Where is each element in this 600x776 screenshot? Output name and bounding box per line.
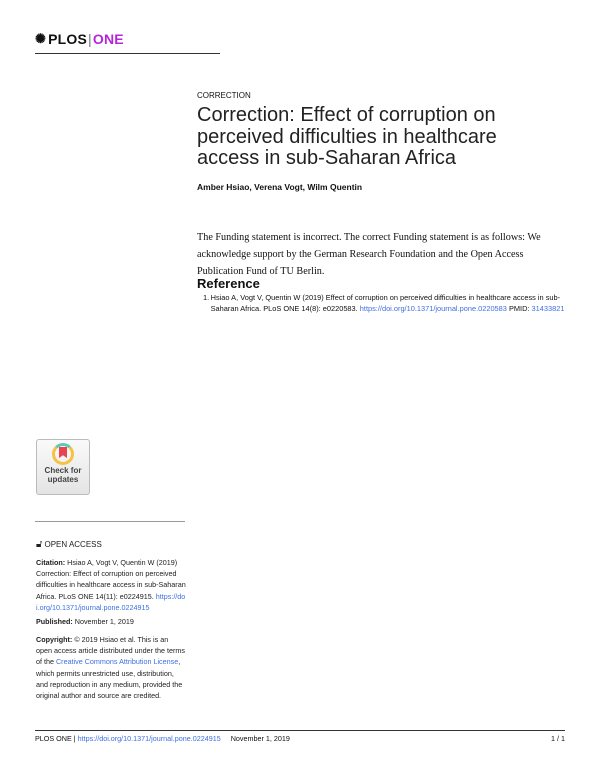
pmid-label: PMID: <box>508 304 530 313</box>
badge-label: Check for updates <box>44 466 82 484</box>
citation-label: Citation: <box>36 558 66 567</box>
footer-doi-link[interactable]: https://doi.org/10.1371/journal.pone.0224915 <box>77 734 221 743</box>
article-title: Correction: Effect of corruption on perceived difficulties in healthcare access in sub-Saharan Africa <box>197 104 497 169</box>
published <box>36 616 186 627</box>
copyright-label: Copyright: <box>36 635 73 644</box>
authors: Amber Hsiao, Verena Vogt, Wilm Quentin <box>197 182 363 192</box>
open-lock-icon: 🔓︎ <box>36 539 43 550</box>
pmid-link[interactable]: 31433821 <box>531 304 565 313</box>
page-number: 1 / 1 <box>551 734 565 743</box>
citation-doi-link[interactable]: https://doi.org/10.1371/journal.pone.0224915 <box>36 591 186 612</box>
plos-one-logo <box>35 31 124 47</box>
sun-icon: ✺ <box>35 31 47 46</box>
logo-one: ONE <box>92 31 124 47</box>
copyright-text: © 2019 Hsiao et al. This is an open access article distributed under the terms of the <box>36 635 186 667</box>
open-access-label: OPEN ACCESS <box>44 540 102 549</box>
footer <box>35 734 565 743</box>
reference-text: Hsiao A, Vogt V, Quentin W (2019) Effect of corruption on perceived difficulties in healthcare access in sub-Saharan Africa. PLoS ONE 14(8): e0220583. <box>210 293 561 313</box>
footer-journal: PLOS ONE | <box>35 734 76 743</box>
check-for-updates-button[interactable] <box>36 439 90 495</box>
license-link[interactable]: Creative Commons Attribution License <box>55 657 179 667</box>
header-rule <box>35 53 220 54</box>
copyright-text-2: , which permits unrestricted use, distribution, and reproduction in any medium, provided the original author and source are credited. <box>36 657 183 701</box>
reference-item <box>203 292 568 314</box>
correction-text: The Funding statement is incorrect. The correct Funding statement is as follows: We acknowledge support by the German Research Foundation and the Open Access Publication Fund of TU Berlin. <box>197 232 541 277</box>
footer-date: November 1, 2019 <box>230 734 290 743</box>
footer-rule <box>35 730 565 731</box>
logo-sep: | <box>88 31 92 47</box>
reference-heading: Reference <box>197 276 260 291</box>
published-date: November 1, 2019 <box>74 617 134 626</box>
article-type: CORRECTION <box>197 91 251 100</box>
copyright <box>36 634 186 701</box>
reference-number: 1. <box>203 293 210 302</box>
bookmark-icon <box>52 443 74 465</box>
citation <box>36 557 186 613</box>
reference-doi-link[interactable]: https://doi.org/10.1371/journal.pone.0220583 <box>359 304 507 313</box>
logo-plos: PLOS <box>48 31 88 47</box>
citation-text: Hsiao A, Vogt V, Quentin W (2019) Correction: Effect of corruption on perceived difficulties in healthcare access in sub-Saharan Africa. PLoS ONE 14(11): e0224915. <box>36 558 186 601</box>
sidebar-rule <box>35 521 185 522</box>
open-access <box>36 539 186 550</box>
published-label: Published: <box>36 617 73 626</box>
